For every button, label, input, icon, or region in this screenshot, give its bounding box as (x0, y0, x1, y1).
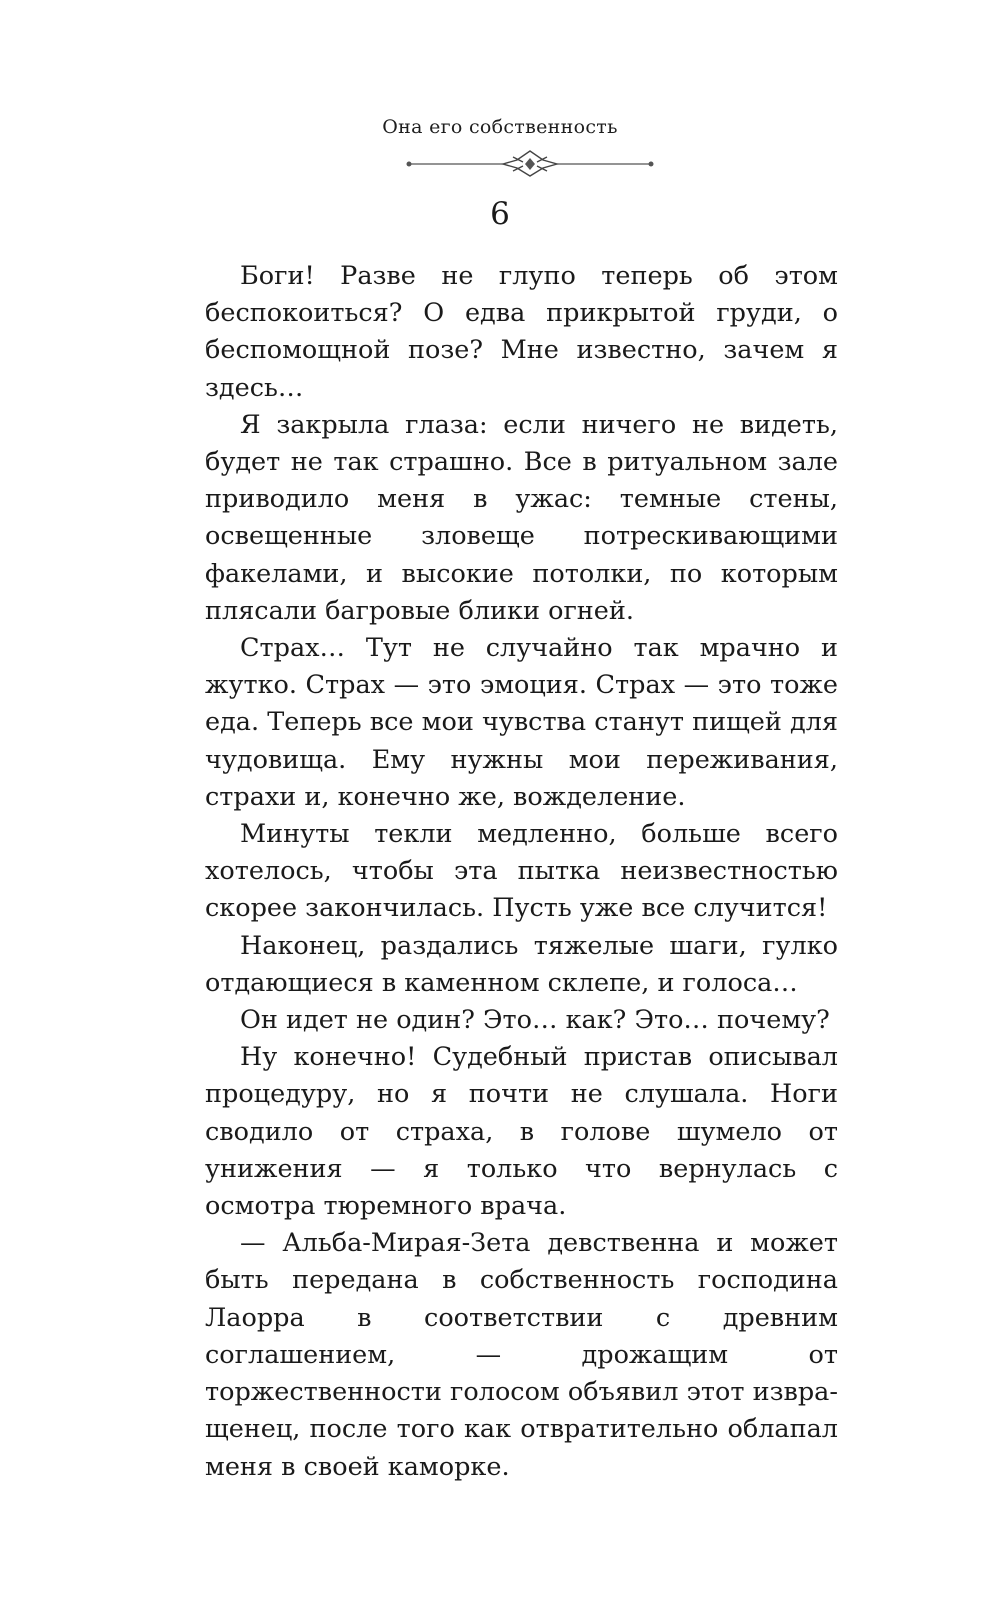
paragraph: Он идет не один? Это… как? Это… почему? (240, 1005, 830, 1036)
paragraph: Наконец, раздались тяжелые шаги, гулко отдающиеся в каменном склепе, и голоса… (205, 930, 838, 998)
paragraph: — Альба-Мирая-Зета девственна и может быть передана в собственность господина Лаорра в соответствии с древним соглашением, — дрожащим от торжественности голосом объявил этот извращенец, после того как отвратительно облапал меня в своей каморке. (205, 1228, 838, 1482)
paragraph: Боги! Разве не глупо теперь об этом беспокоиться? О едва прикрытой груди, о беспомощной позе? Мне известно, зачем я здесь… (205, 261, 838, 403)
body-text (205, 258, 838, 1486)
paragraph: Страх… Тут не случайно так мрачно и жутко. Страх — это эмоция. Страх — это тоже еда. Теперь все мои чувства станут пищей для чудовища. Ему нужны мои переживания, страхи и, конечно же, вожделение. (205, 633, 838, 812)
paragraph: Минуты текли медленно, больше всего хотелось, чтобы эта пытка неизвестностью скорее закончилась. Пусть уже все случится! (205, 819, 838, 924)
running-title: Она его собственность (382, 116, 618, 138)
page-number: 6 (490, 196, 510, 232)
paragraph: Я закрыла глаза: если ничего не видеть, будет не так страшно. Все в ритуальном зале приводило меня в ужас: темные стены, освещенные зловеще потрескивающими факелами, и высокие потолки, по которым плясали багровые блики огней. (205, 409, 838, 626)
paragraph: Ну конечно! Судебный пристав описывал процедуру, но я почти не слушала. Ноги сводило от страха, в голове шумело от унижения — я только что вернулась с осмотра тюремного врача. (205, 1042, 838, 1222)
decorative-divider-icon (405, 148, 655, 178)
